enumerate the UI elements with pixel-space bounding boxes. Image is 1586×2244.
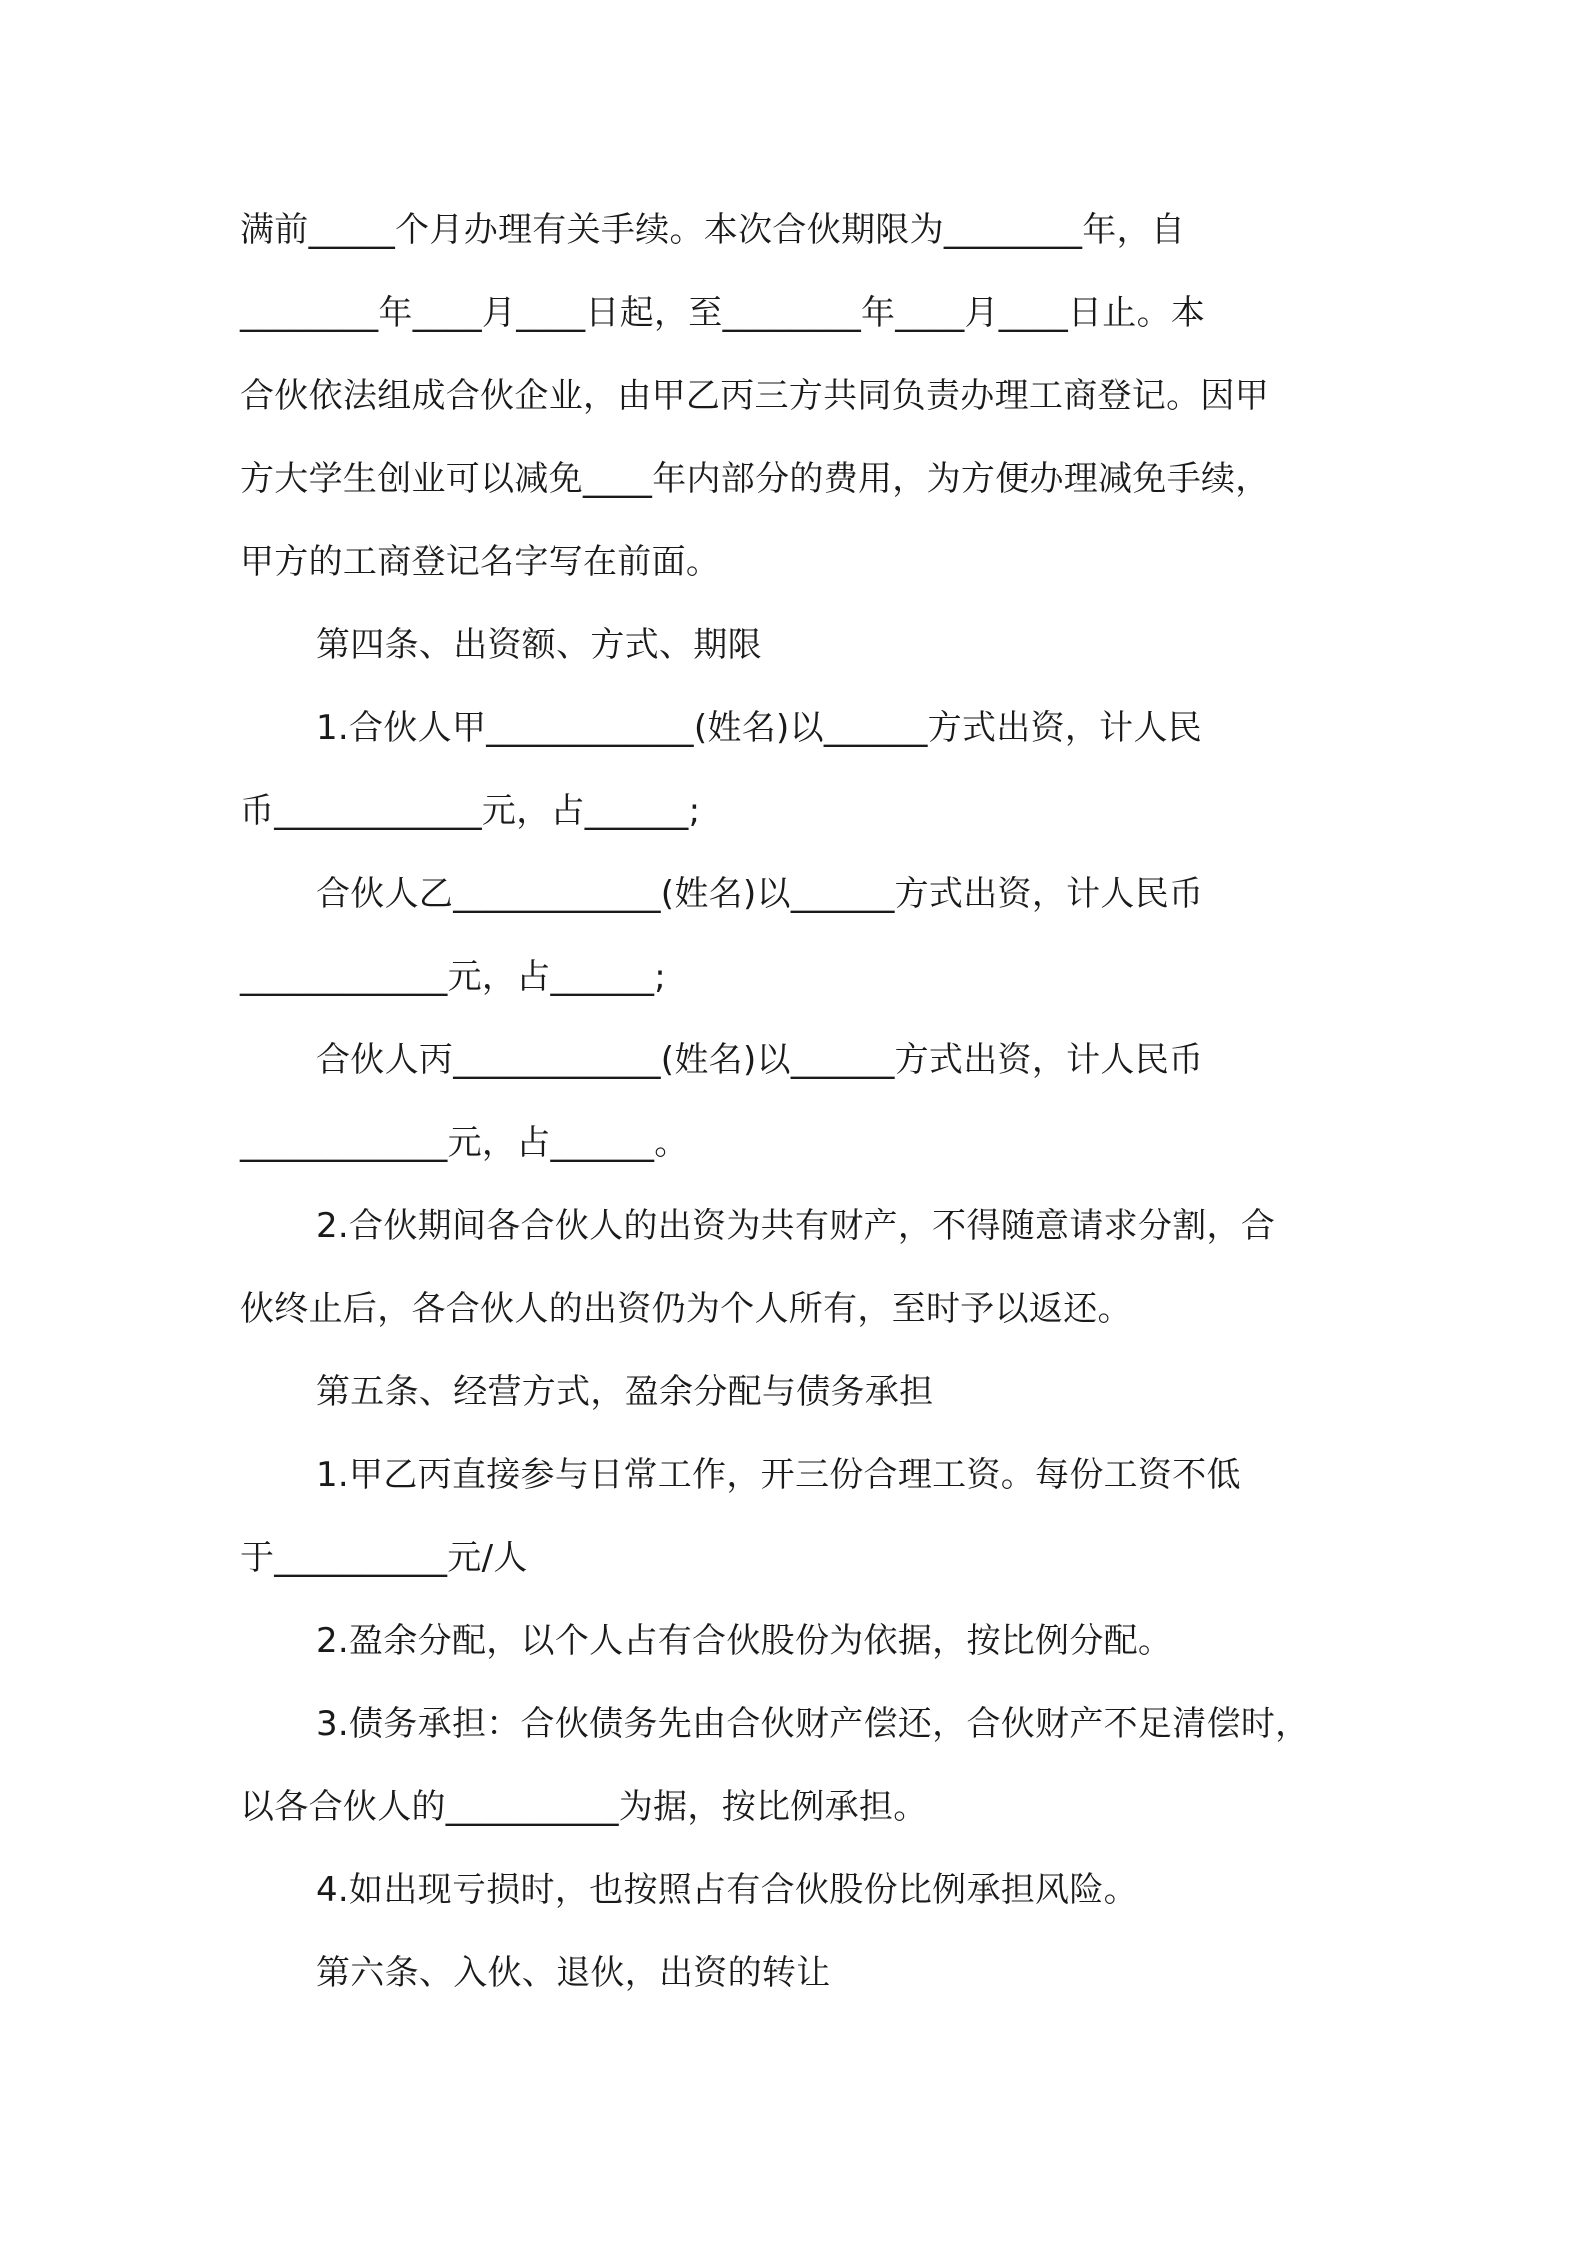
paragraph-line: 3.债务承担：合伙债务先由合伙财产偿还，合伙财产不足清偿时， [316, 1704, 1310, 1744]
paragraph-line: 合伙人丙____________(姓名)以______方式出资，计人民币 [316, 1040, 1204, 1080]
paragraph-line: 1.合伙人甲____________(姓名)以______方式出资，计人民 [316, 708, 1203, 748]
paragraph-line: 以各合伙人的__________为据，按比例承担。 [240, 1787, 928, 1827]
paragraph-line: 满前_____个月办理有关手续。本次合伙期限为________年，自 [240, 210, 1186, 250]
paragraph-line: ____________元，占______。 [240, 1123, 689, 1163]
paragraph-line: 1.甲乙丙直接参与日常工作，开三份合理工资。每份工资不低 [316, 1455, 1241, 1495]
paragraph-line: 合伙人乙____________(姓名)以______方式出资，计人民币 [316, 874, 1204, 914]
paragraph-line: 方大学生创业可以减免____年内部分的费用，为方便办理减免手续， [240, 459, 1270, 499]
paragraph-line: 币____________元，占______; [240, 791, 701, 831]
paragraph-line: 于__________元/人 [240, 1538, 528, 1578]
paragraph-line: 2.盈余分配，以个人占有合伙股份为依据，按比例分配。 [316, 1621, 1173, 1661]
paragraph-line: 合伙依法组成合伙企业，由甲乙丙三方共同负责办理工商登记。因甲 [240, 376, 1269, 416]
section-heading: 第四条、出资额、方式、期限 [316, 625, 762, 665]
section-heading: 第五条、经营方式，盈余分配与债务承担 [316, 1372, 934, 1412]
paragraph-line: 2.合伙期间各合伙人的出资为共有财产，不得随意请求分割，合 [316, 1206, 1276, 1246]
paragraph-line: ____________元，占______; [240, 957, 667, 997]
paragraph-line: 甲方的工商登记名字写在前面。 [240, 542, 721, 582]
section-heading: 第六条、入伙、退伙，出资的转让 [316, 1953, 831, 1993]
paragraph-line: 伙终止后，各合伙人的出资仍为个人所有，至时予以返还。 [240, 1289, 1132, 1329]
paragraph-line: ________年____月____日起，至________年____月____日止。本 [240, 293, 1206, 333]
paragraph-line: 4.如出现亏损时，也按照占有合伙股份比例承担风险。 [316, 1870, 1138, 1910]
